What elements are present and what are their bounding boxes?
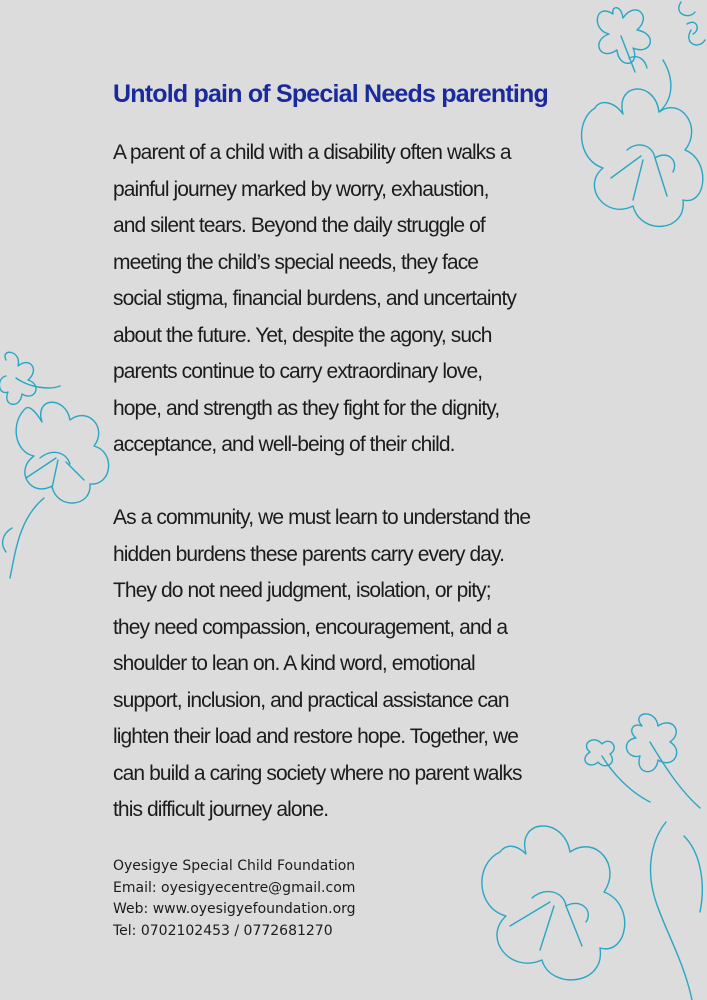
paragraph-2-line: support, inclusion, and practical assistance can	[113, 688, 509, 712]
email-contact: Email: oyesigyecentre@gmail.com	[113, 879, 356, 896]
phone-contact: Tel: 0702102453 / 0772681270	[113, 922, 333, 939]
paragraph-2-line: hidden burdens these parents carry every day.	[113, 542, 505, 566]
paragraph-2-line: this difficult journey alone.	[113, 798, 329, 821]
paragraph-1-line: meeting the child’s special needs, they face	[113, 250, 479, 274]
paragraph-2-line: they need compassion, encouragement, and a	[113, 615, 508, 639]
paragraph-1-line: and silent tears. Beyond the daily struggle of	[113, 214, 485, 237]
paragraph-gap	[113, 464, 613, 501]
body-text	[113, 135, 613, 829]
organization-name: Oyesigye Special Child Foundation	[113, 858, 356, 874]
paragraph-1-line: painful journey marked by worry, exhaustion,	[113, 177, 489, 201]
paragraph-2-line: shoulder to lean on. A kind word, emotional	[113, 652, 475, 675]
website-contact: Web: www.oyesigyefoundation.org	[113, 901, 356, 917]
paragraph-2-line: lighten their load and restore hope. Together, we	[113, 725, 518, 748]
paragraph-1-line: acceptance, and well-being of their child.	[113, 433, 455, 456]
paragraph-1-line: social stigma, financial burdens, and uncertainty	[113, 287, 516, 310]
paragraph-1-line: A parent of a child with a disability often walks a	[113, 141, 511, 164]
contact-footer	[113, 856, 356, 942]
floral-outline-left	[0, 348, 115, 598]
paragraph-2-line: They do not need judgment, isolation, or pity;	[113, 579, 491, 602]
page-title: Untold pain of Special Needs parenting	[113, 80, 548, 108]
paragraph-2-line: can build a caring society where no parent walks	[113, 761, 522, 785]
paragraph-1-line: about the future. Yet, despite the agony, such	[113, 323, 492, 347]
paragraph-1-line: hope, and strength as they fight for the dignity,	[113, 396, 500, 420]
paragraph-1-line: parents continue to carry extraordinary love,	[113, 360, 483, 383]
paragraph-2-line: As a community, we must learn to understand the	[113, 506, 531, 529]
